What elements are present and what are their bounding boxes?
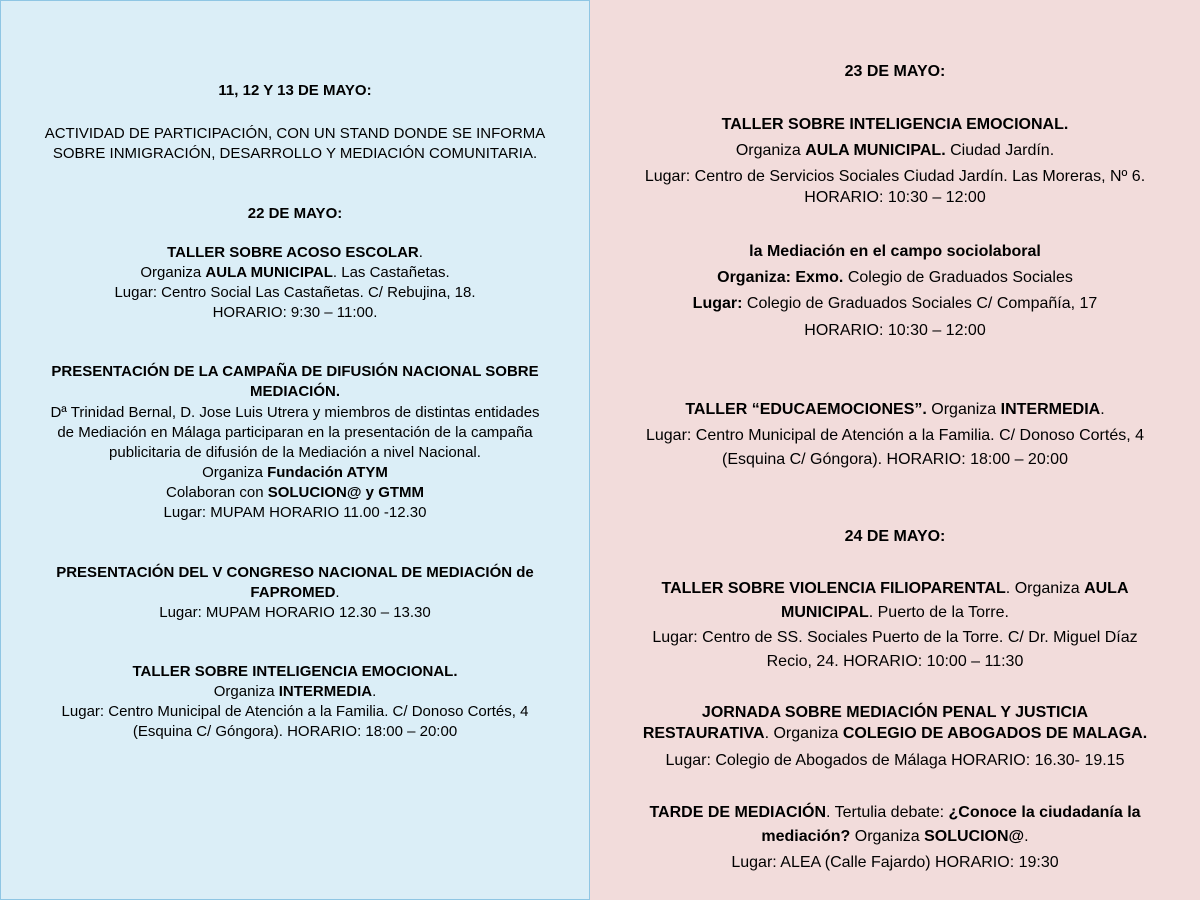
- date-heading-22-mayo: 22 DE MAYO:: [247, 205, 343, 222]
- event-place-line-1: Lugar: Centro Municipal de Atención a la Familia. C/ Donoso Cortés, 4: [645, 427, 1145, 444]
- left-column: [0, 0, 590, 900]
- event-title-violencia-filioparental-line-2: MUNICIPAL. Puerto de la Torre.: [781, 604, 1009, 621]
- event-collaborators: Colaboran con SOLUCION@ y GTMM: [165, 484, 425, 501]
- event-description-line-1: Dª Trinidad Bernal, D. Jose Luis Utrera y miembros de distintas entidades: [50, 404, 540, 421]
- stand-description-line-1: ACTIVIDAD DE PARTICIPACIÓN, CON UN STAND DONDE SE INFORMA: [44, 125, 546, 142]
- event-title-inteligencia-emocional: TALLER SOBRE INTELIGENCIA EMOCIONAL.: [132, 663, 458, 680]
- event-time: HORARIO: 10:30 – 12:00: [804, 322, 986, 339]
- event-title-campana-line-2: MEDIACIÓN.: [250, 383, 340, 400]
- event-time: HORARIO: 9:30 – 11:00.: [212, 304, 378, 321]
- event-title-acoso-escolar: TALLER SOBRE ACOSO ESCOLAR.: [167, 244, 423, 261]
- event-title-jornada-line-2: RESTAURATIVA. Organiza COLEGIO DE ABOGADOS DE MALAGA.: [642, 725, 1148, 742]
- event-title-tarde-mediacion-line-1: TARDE DE MEDIACIÓN. Tertulia debate: ¿Conoce la ciudadanía la: [649, 804, 1141, 821]
- right-column: [590, 0, 1200, 900]
- event-time: HORARIO: 10:30 – 12:00: [804, 189, 986, 206]
- event-organizer: Organiza AULA MUNICIPAL. Las Castañetas.: [140, 264, 450, 281]
- event-place-line-1: Lugar: Centro de SS. Sociales Puerto de la Torre. C/ Dr. Miguel Díaz: [652, 629, 1138, 646]
- date-heading-24-mayo: 24 DE MAYO:: [844, 528, 946, 545]
- event-organizer: Organiza INTERMEDIA.: [213, 683, 377, 700]
- date-heading-11-13-mayo: 11, 12 Y 13 DE MAYO:: [218, 82, 372, 99]
- stand-description-line-2: SOBRE INMIGRACIÓN, DESARROLLO Y MEDIACIÓN COMUNITARIA.: [52, 145, 538, 162]
- event-place-line-1: Lugar: Centro Municipal de Atención a la Familia. C/ Donoso Cortés, 4: [61, 703, 529, 720]
- event-place-time: Lugar: ALEA (Calle Fajardo) HORARIO: 19:30: [731, 854, 1059, 871]
- event-title-educaemociones: TALLER “EDUCAEMOCIONES”. Organiza INTERMEDIA.: [685, 401, 1105, 418]
- event-title-sociolaboral: la Mediación en el campo sociolaboral: [749, 243, 1041, 260]
- event-place: Lugar: Colegio de Graduados Sociales C/ Compañía, 17: [692, 295, 1098, 312]
- event-title-jornada-line-1: JORNADA SOBRE MEDIACIÓN PENAL Y JUSTICIA: [701, 704, 1089, 721]
- event-title-campana-line-1: PRESENTACIÓN DE LA CAMPAÑA DE DIFUSIÓN NACIONAL SOBRE: [51, 363, 539, 380]
- event-place: Lugar: Centro Social Las Castañetas. C/ Rebujina, 18.: [114, 284, 476, 301]
- event-organizer: Organiza AULA MUNICIPAL. Ciudad Jardín.: [735, 142, 1055, 159]
- event-place-time: Lugar: MUPAM HORARIO 11.00 -12.30: [163, 504, 427, 521]
- event-place-time: Lugar: MUPAM HORARIO 12.30 – 13.30: [159, 604, 431, 621]
- event-place-line-2: Recio, 24. HORARIO: 10:00 – 11:30: [766, 653, 1024, 670]
- event-place-line-2: (Esquina C/ Góngora). HORARIO: 18:00 – 20:00: [132, 723, 458, 740]
- event-title-tarde-mediacion-line-2: mediación? Organiza SOLUCION@.: [761, 828, 1029, 845]
- event-place-line-2: (Esquina C/ Góngora). HORARIO: 18:00 – 20:00: [722, 451, 1068, 468]
- event-description-line-2: de Mediación en Málaga participaran en la presentación de la campaña: [57, 424, 533, 441]
- event-title-inteligencia-emocional: TALLER SOBRE INTELIGENCIA EMOCIONAL.: [721, 116, 1069, 133]
- date-heading-23-mayo: 23 DE MAYO:: [844, 63, 946, 80]
- event-title-congreso-line-1: PRESENTACIÓN DEL V CONGRESO NACIONAL DE MEDIACIÓN de: [56, 564, 534, 581]
- event-place: Lugar: Centro de Servicios Sociales Ciudad Jardín. Las Moreras, Nº 6.: [644, 168, 1146, 185]
- event-description-line-3: publicitaria de difusión de la Mediación a nivel Nacional.: [109, 444, 481, 461]
- event-title-congreso-line-2: FAPROMED.: [250, 584, 340, 601]
- event-organizer: Organiza: Exmo. Colegio de Graduados Sociales: [717, 269, 1073, 286]
- event-organizer: Organiza Fundación ATYM: [202, 464, 388, 481]
- event-title-violencia-filioparental-line-1: TALLER SOBRE VIOLENCIA FILIOPARENTAL. Organiza AULA: [661, 580, 1129, 597]
- event-place-time: Lugar: Colegio de Abogados de Málaga HORARIO: 16.30- 19.15: [665, 752, 1125, 769]
